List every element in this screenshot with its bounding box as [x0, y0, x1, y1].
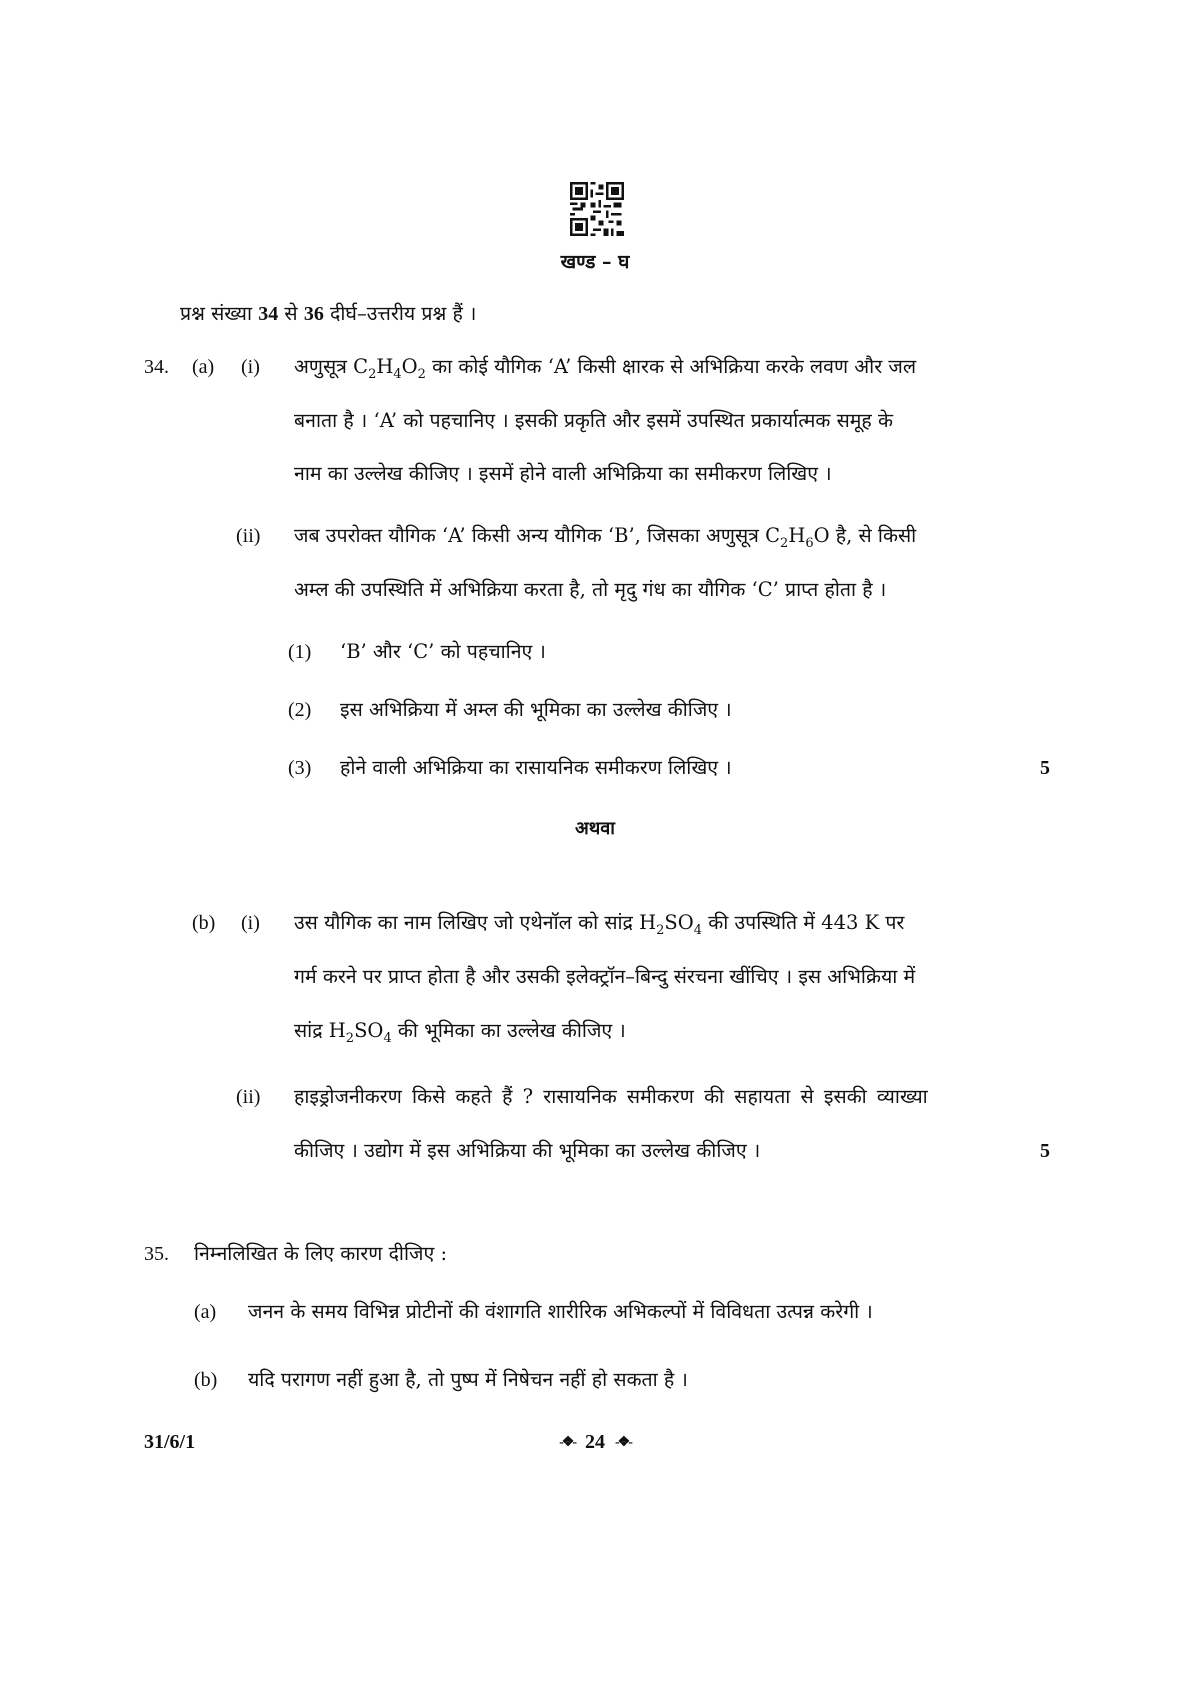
- ornament-icon: -❖-: [615, 1435, 631, 1450]
- question-text: बनाता है । ‘A’ को पहचानिए । इसकी प्रकृति और इसमें उपस्थित प्रकार्यात्मक समूह के: [294, 409, 893, 432]
- subscript: 2: [345, 1031, 355, 1046]
- ornament-icon: -❖-: [559, 1435, 575, 1450]
- text-span: H: [376, 355, 394, 378]
- item-label: (2): [288, 699, 312, 721]
- item-label: (a): [194, 1301, 217, 1323]
- question-text: नाम का उल्लेख कीजिए । इसमें होने वाली अभिक्रिया का समीकरण लिखिए ।: [294, 462, 832, 485]
- section-instruction: [180, 304, 476, 324]
- instruction-text: दीर्घ–उत्तरीय प्रश्न हैं ।: [323, 302, 477, 325]
- or-divider: अथवा: [575, 818, 615, 839]
- part-label: (b): [192, 912, 216, 934]
- item-text: होने वाली अभिक्रिया का रासायनिक समीकरण लिखिए ।: [340, 756, 732, 779]
- question-stem: निम्नलिखित के लिए कारण दीजिए :: [194, 1242, 448, 1265]
- item-text: ‘B’ और ‘C’ को पहचानिए ।: [340, 640, 546, 663]
- subpart-label: (i): [241, 912, 260, 934]
- item-label: (1): [288, 641, 312, 663]
- item-text: जनन के समय विभिन्न प्रोटीनों की वंशागति शारीरिक अभिकल्पों में विविधता उत्पन्न करेगी ।: [248, 1300, 873, 1323]
- subscript: 6: [805, 536, 814, 551]
- item-text: यदि परागण नहीं हुआ है, तो पुष्प में निषेचन नहीं हो सकता है ।: [248, 1368, 688, 1391]
- section-title: खण्ड – घ: [560, 251, 630, 273]
- marks: 5: [1040, 757, 1050, 779]
- page-number: 24: [585, 1431, 605, 1453]
- question-text: गर्म करने पर प्राप्त होता है और उसकी इलेक्ट्रॉन–बिन्दु संरचना खींचिए । इस अभिक्रिया में: [294, 965, 916, 988]
- instruction-text: प्रश्न संख्या: [180, 302, 259, 325]
- question-text: हाइड्रोजनीकरण किसे कहते हैं ? रासायनिक समीकरण की सहायता से इसकी व्याख्या: [294, 1085, 928, 1108]
- question-text: [294, 911, 905, 938]
- text-span: की भूमिका का उल्लेख कीजिए ।: [391, 1019, 626, 1042]
- question-text: अम्ल की उपस्थिति में अभिक्रिया करता है, तो मृदु गंध का यौगिक ‘C’ प्राप्त होता है ।: [294, 578, 887, 601]
- text-span: की उपस्थिति में 443 K पर: [702, 911, 905, 934]
- item-label: (b): [194, 1369, 218, 1391]
- paper-code: 31/6/1: [144, 1431, 196, 1453]
- part-label: (a): [192, 356, 215, 378]
- subscript: 2: [656, 923, 665, 938]
- question-text: [294, 524, 917, 551]
- question-text: [294, 355, 917, 382]
- text-span: SO: [664, 911, 694, 934]
- text-span: उस यौगिक का नाम लिखिए जो एथेनॉल को सांद्र H: [294, 911, 657, 934]
- subscript: 2: [780, 536, 789, 551]
- subpart-label: (i): [241, 356, 260, 378]
- text-span: H: [788, 524, 806, 547]
- qr-code-icon: [570, 182, 624, 236]
- text-span: का कोई यौगिक ‘A’ किसी क्षारक से अभिक्रिया करके लवण और जल: [425, 355, 917, 378]
- question-number: 35.: [144, 1243, 169, 1265]
- text-span: O है, से किसी: [813, 524, 917, 547]
- subscript: 4: [693, 923, 703, 938]
- subpart-label: (ii): [236, 1086, 261, 1108]
- instruction-to: 36: [303, 303, 324, 325]
- subscript: 4: [393, 367, 402, 382]
- instruction-text: से: [278, 302, 304, 325]
- question-text: [294, 1019, 626, 1046]
- item-text: इस अभिक्रिया में अम्ल की भूमिका का उल्लेख कीजिए ।: [340, 698, 732, 721]
- marks: 5: [1040, 1140, 1050, 1162]
- item-label: (3): [288, 757, 312, 779]
- subpart-label: (ii): [236, 525, 261, 547]
- page-number-footer: [0, 1431, 1190, 1454]
- text-span: अणुसूत्र C: [294, 355, 369, 378]
- text-span: SO: [354, 1019, 384, 1042]
- question-text: कीजिए । उद्योग में इस अभिक्रिया की भूमिका का उल्लेख कीजिए ।: [294, 1139, 761, 1162]
- question-number: 34.: [144, 356, 169, 378]
- text-span: O: [401, 355, 418, 378]
- subscript: 2: [368, 367, 377, 382]
- subscript: 4: [383, 1031, 392, 1046]
- subscript: 2: [417, 367, 426, 382]
- text-span: सांद्र H: [294, 1019, 346, 1042]
- text-span: जब उपरोक्त यौगिक ‘A’ किसी अन्य यौगिक ‘B’, जिसका अणुसूत्र C: [294, 524, 781, 547]
- instruction-from: 34: [258, 303, 279, 325]
